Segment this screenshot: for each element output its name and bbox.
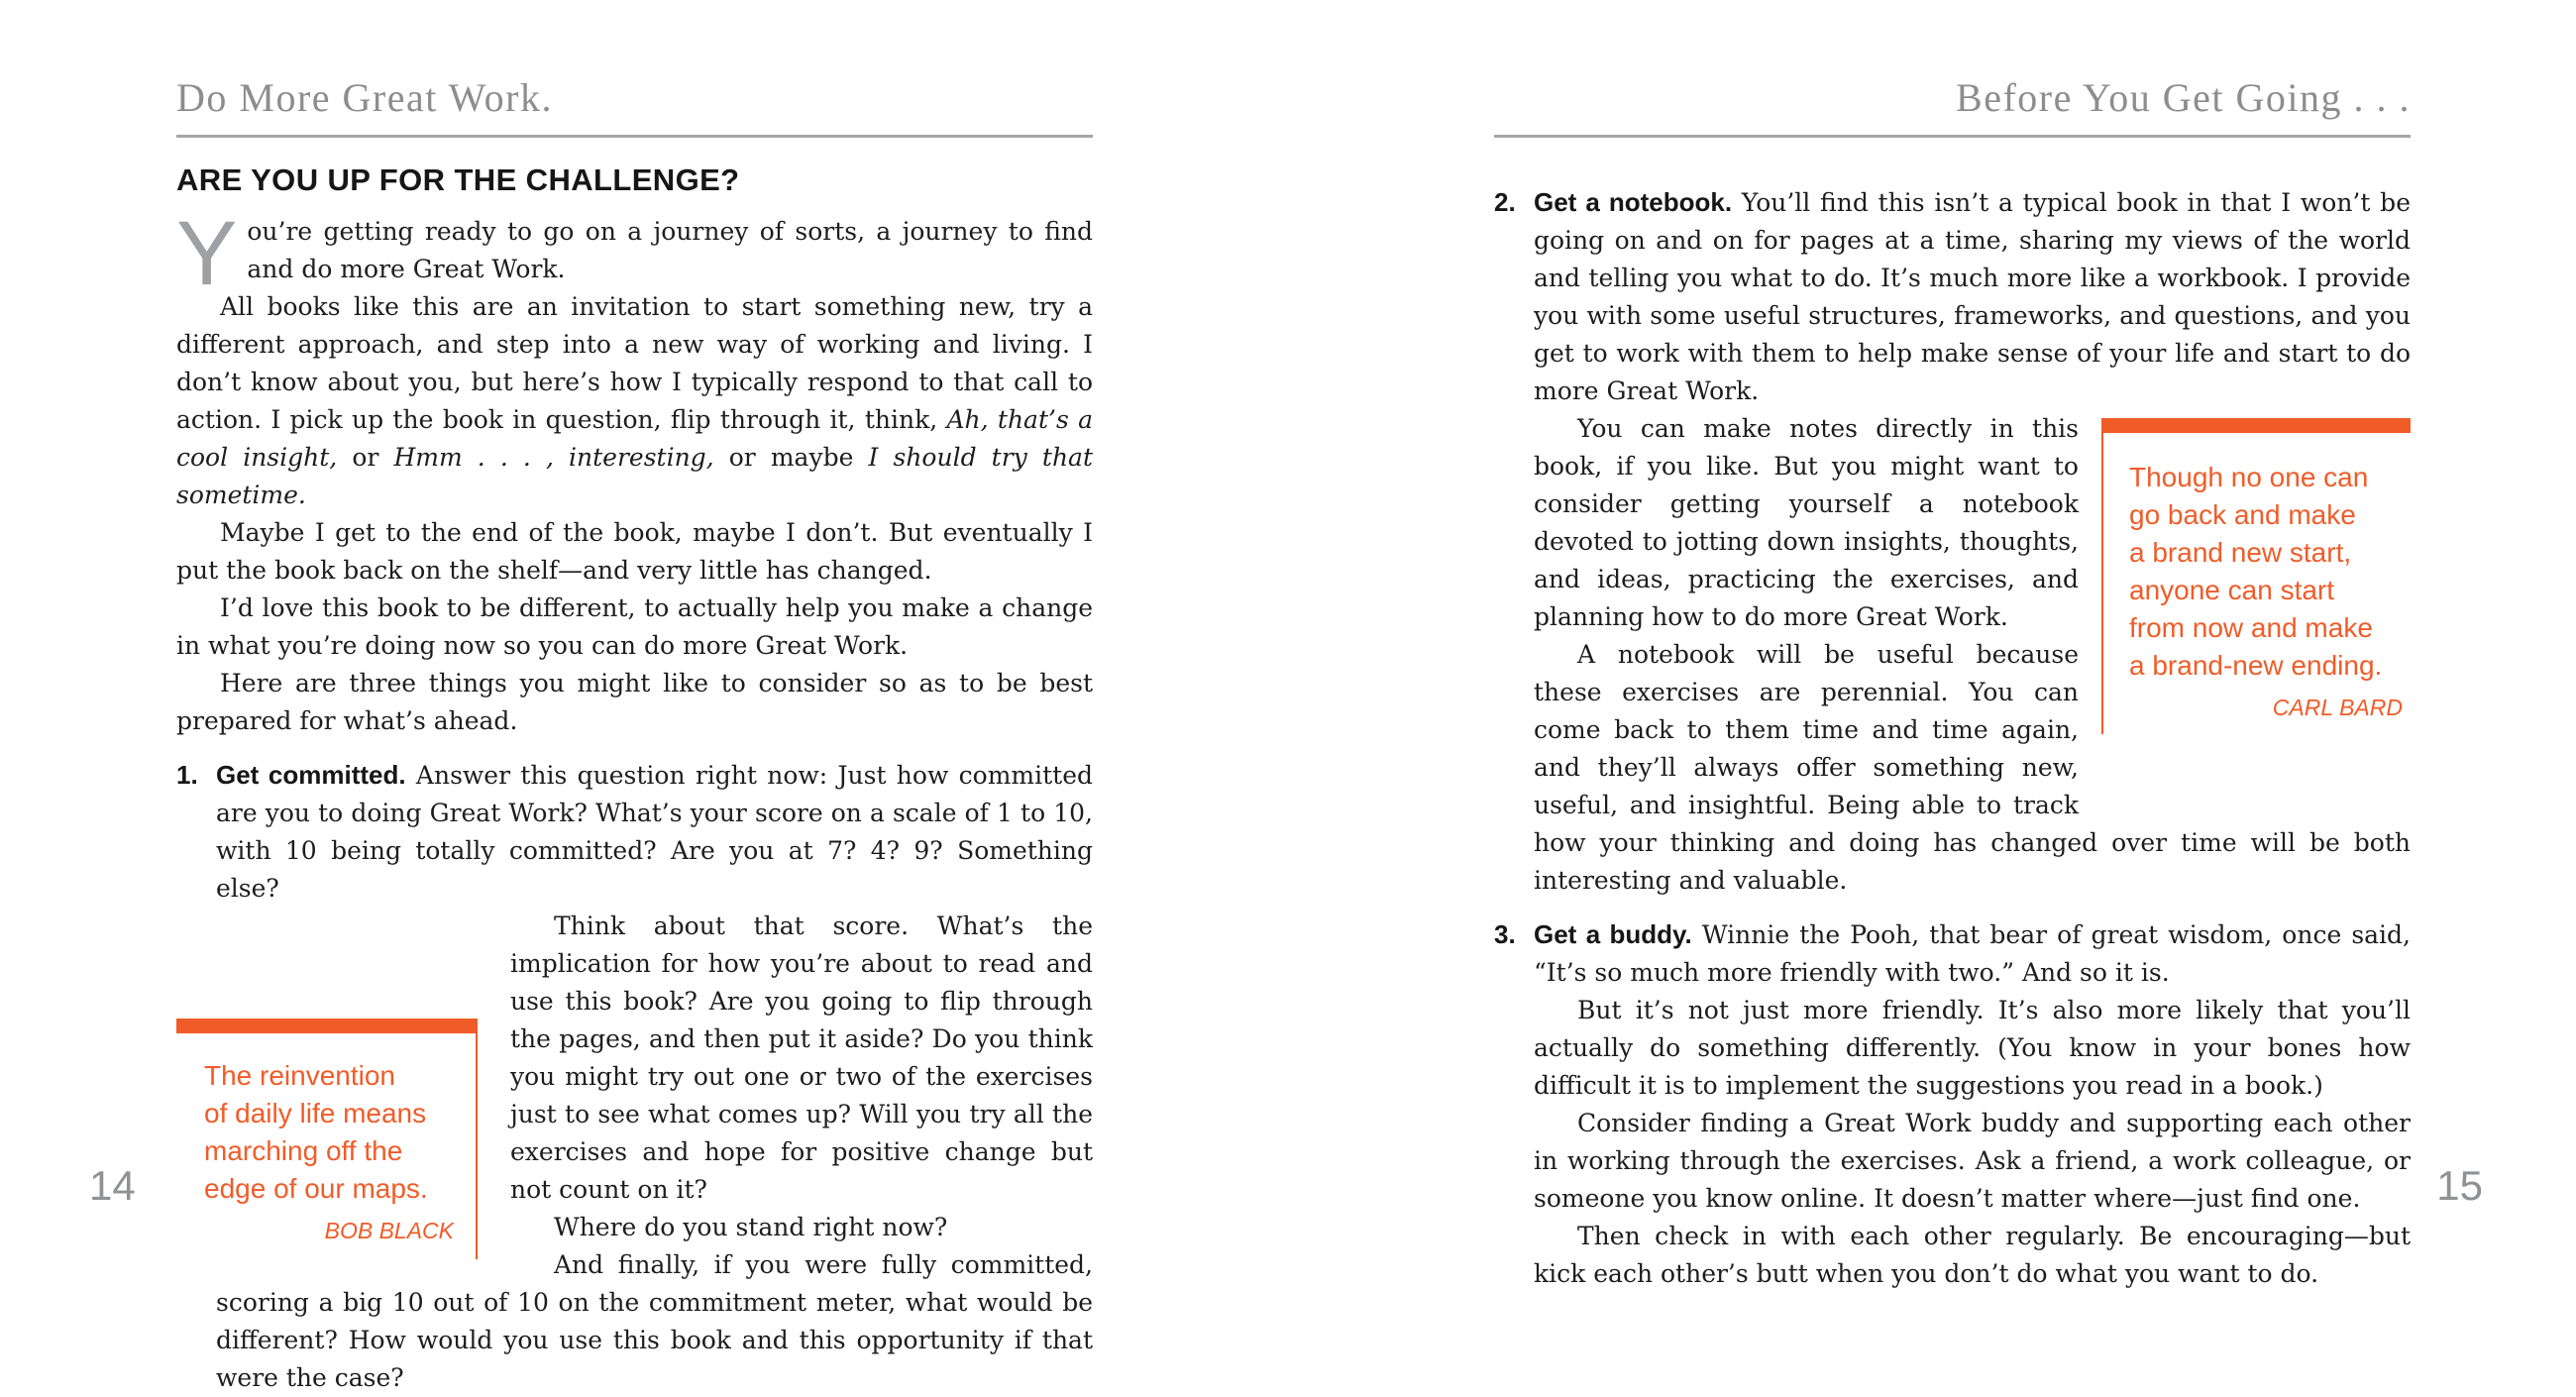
paragraph	[1534, 915, 2411, 992]
paragraph: All books like this are an invitation to start something new, try a different approach, and step into a new way of working and living. I don’t know about you, but here’s how I typically respond to that call to action. I pick up the book in question, flip through it, think, Ah, that’s a cool insight, or Hmm . . . , interesting, or maybe I should try that sometime.	[176, 292, 1094, 509]
list-item-3	[1494, 915, 2411, 1293]
pull-quote-right	[2101, 418, 2411, 790]
drop-cap: Y	[176, 203, 238, 304]
paragraph: Then check in with each other regularly. Be encouraging—but kick each other’s butt when you don’t do what you want to do.	[1534, 1222, 2411, 1288]
list-item-body	[204, 756, 1094, 1397]
right-page-header	[1494, 75, 2411, 138]
list-lead-in: Get a buddy.	[1534, 919, 1692, 949]
header-rule-right	[1494, 135, 2411, 138]
list-number: 1.	[176, 760, 198, 790]
pull-quote-attribution: BOB BLACK	[324, 1218, 454, 1243]
paragraph: You can make notes directly in this book, if you like. But you might want to consider getting yourself a notebook devoted to jotting down insights, thoughts, and ideas, practicing the exercises, and planning how to do more Great Work.	[1534, 414, 2079, 631]
pull-quote-bar	[2101, 418, 2411, 433]
pull-quote-body	[2101, 433, 2411, 734]
body-copy-right	[1494, 183, 2411, 1293]
paragraph	[1534, 183, 2411, 410]
pull-quote-attribution: CARL BARD	[2272, 695, 2403, 720]
page-number-right: 15	[2436, 1162, 2483, 1209]
left-page-header	[176, 75, 1093, 138]
header-rule-left	[176, 135, 1093, 138]
pull-quote-body	[176, 1033, 478, 1259]
paragraph: I’d love this book to be different, to actually help you make a change in what you’re doing now so you can do more Great Work.	[176, 593, 1093, 660]
paragraph: Consider finding a Great Work buddy and supporting each other in working through the exercises. Ask a friend, a work colleague, or someone you know online. It doesn’t matter where—just find one.	[1534, 1109, 2411, 1213]
paragraph: A notebook will be useful because these exercises are perennial. You can come back to them time and time again, and they’ll always offer something new, useful, and insightful. Being able to track how your thinking and doing has changed over time will be both interesting and valuable.	[1534, 640, 2411, 895]
right-page	[1494, 75, 2411, 1293]
section-heading: ARE YOU UP FOR THE CHALLENGE?	[176, 162, 740, 197]
page-number-left: 14	[89, 1162, 136, 1209]
list-number: 2.	[1494, 187, 1516, 217]
list-lead-in: Get committed.	[216, 760, 406, 790]
pull-quote-bar	[176, 1019, 478, 1033]
list-number: 3.	[1494, 919, 1516, 949]
body-copy-left	[176, 203, 1094, 1397]
running-head-right: Before You Get Going . . .	[1956, 75, 2411, 120]
pull-quote-text: Though no one can go back and make a brand new start, anyone can start from now and make a brand-new ending.	[2129, 462, 2383, 681]
paragraph: And finally, if you were fully committed, scoring a big 10 out of 10 on the commitment meter, what would be different? How would you use this book and this opportunity if that were the case?	[216, 1250, 1093, 1392]
paragraph: Maybe I get to the end of the book, maybe I don’t. But eventually I put the book back on the shelf—and very little has changed.	[176, 518, 1093, 585]
paragraph-text: You’ll find this isn’t a typical book in that I won’t be going on and on for pages at a time, sharing my views of the world and telling you what to do. It’s much more like a workbook. I provide you with some useful structures, frameworks, and questions, and you get to work with them to help make sense of your life and start to do more Great Work.	[1534, 188, 2411, 405]
paragraph-text: Answer this question right now: Just how committed are you to doing Great Work? What’s your score on a scale of 1 to 10, with 10 being totally committed? Are you at 7? 4? 9? Something else?	[216, 761, 1094, 903]
list-item-2	[1494, 183, 2411, 900]
paragraph-text: Winnie the Pooh, that bear of great wisdom, once said, “It’s so much more friendly with two.” And so it is.	[1534, 920, 2412, 987]
pull-quote-left	[176, 1019, 478, 1259]
paragraph: Here are three things you might like to consider so as to be best prepared for what’s ahead.	[176, 669, 1093, 735]
list-lead-in: Get a notebook.	[1534, 187, 1733, 217]
paragraph-text: ou’re getting ready to go on a journey of sorts, a journey to find and do more Great Work.	[247, 217, 1093, 283]
running-head-left: Do More Great Work.	[176, 75, 554, 120]
pull-quote-text: The reinvention of daily life means marching off the edge of our maps.	[204, 1060, 428, 1204]
opening-paragraph	[176, 203, 1093, 304]
paragraph	[216, 756, 1093, 908]
paragraph: Think about that score. What’s the implication for how you’re about to read and use this book? Are you going to flip through the pages, and then put it aside? Do you think you might try out one or two of the exercises just to see what comes up? Will you try all the exercises and hope for positive change but not count on it?	[510, 912, 1093, 1204]
left-page	[176, 75, 1093, 1397]
list-item-body	[1534, 183, 2411, 900]
paragraph: Where do you stand right now?	[554, 1213, 948, 1241]
list-item-body	[1534, 915, 2411, 1293]
paragraph: But it’s not just more friendly. It’s also more likely that you’ll actually do something differently. (You know in your bones how difficult it is to implement the suggestions you read in a book.)	[1534, 996, 2411, 1100]
list-item-1	[176, 756, 1093, 1397]
